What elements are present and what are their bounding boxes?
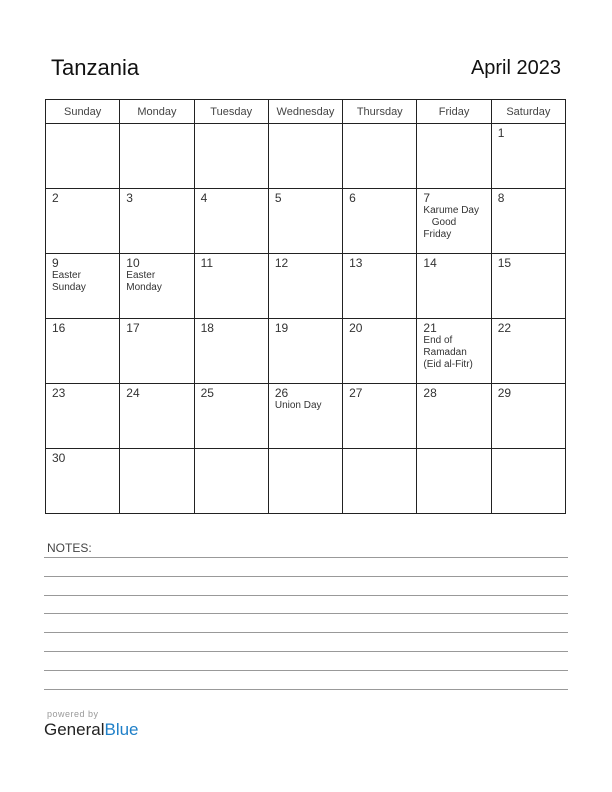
day-cell	[491, 189, 565, 254]
calendar-grid	[45, 99, 566, 514]
week-row	[46, 189, 566, 254]
holiday-label	[120, 270, 193, 294]
day-cell	[417, 384, 491, 449]
day-cell	[417, 189, 491, 254]
notes-line	[44, 689, 568, 690]
holiday-label	[417, 335, 490, 371]
day-number: 14	[423, 256, 437, 270]
day-cell	[417, 319, 491, 384]
day-number	[120, 124, 193, 126]
weekday-header: Thursday	[343, 100, 417, 124]
day-number	[417, 124, 490, 126]
day-cell	[343, 189, 417, 254]
day-cell	[46, 319, 120, 384]
day-cell	[417, 254, 491, 319]
day-cell	[268, 384, 342, 449]
weekday-header-row	[46, 100, 566, 124]
weekday-header: Tuesday	[194, 100, 268, 124]
day-number: 12	[274, 256, 289, 270]
day-number	[343, 449, 416, 451]
holiday-label-line: Easter	[126, 270, 156, 281]
day-number: 28	[423, 386, 437, 400]
day-cell	[120, 254, 194, 319]
day-cell	[120, 319, 194, 384]
notes-label: NOTES:	[47, 541, 92, 555]
day-cell	[46, 384, 120, 449]
day-cell	[491, 124, 565, 189]
day-cell	[194, 449, 268, 514]
day-number: 30	[52, 451, 66, 465]
week-row	[46, 449, 566, 514]
weekday-header: Sunday	[46, 100, 120, 124]
day-number: 23	[52, 386, 66, 400]
day-number	[492, 449, 565, 451]
holiday-label-line: End of	[423, 335, 453, 346]
day-cell	[268, 189, 342, 254]
weekday-header: Wednesday	[268, 100, 342, 124]
week-row	[46, 124, 566, 189]
day-cell	[491, 319, 565, 384]
day-number: 19	[274, 321, 289, 335]
day-number: 5	[274, 191, 282, 205]
day-number: 6	[349, 191, 356, 205]
day-number: 21	[423, 321, 437, 335]
day-cell	[120, 384, 194, 449]
notes-line	[44, 651, 568, 652]
holiday-label-line: Sunday	[52, 282, 86, 293]
holiday-label-line: (Eid al-Fitr)	[423, 359, 473, 370]
day-number: 9	[52, 256, 59, 270]
day-number: 15	[497, 256, 512, 270]
day-number: 8	[497, 191, 505, 205]
day-cell	[194, 384, 268, 449]
day-number: 18	[200, 321, 214, 335]
day-cell	[343, 254, 417, 319]
day-number: 25	[200, 386, 214, 400]
day-number	[269, 449, 342, 451]
day-number: 26	[274, 386, 289, 400]
day-number: 16	[52, 321, 66, 335]
holiday-label	[269, 400, 342, 412]
day-number: 1	[497, 126, 505, 140]
day-cell	[268, 254, 342, 319]
holiday-label-line: Union Day	[274, 400, 322, 411]
day-number	[417, 449, 490, 451]
notes-line	[44, 632, 568, 633]
day-number	[46, 124, 119, 126]
day-cell	[343, 319, 417, 384]
day-cell	[417, 449, 491, 514]
day-cell	[46, 189, 120, 254]
weekday-header: Monday	[120, 100, 194, 124]
day-cell	[491, 384, 565, 449]
day-cell	[417, 124, 491, 189]
day-number	[195, 124, 268, 126]
day-number: 22	[497, 321, 512, 335]
day-number: 7	[423, 191, 431, 205]
day-cell	[268, 319, 342, 384]
day-number: 2	[52, 191, 59, 205]
holiday-label-line: Monday	[126, 282, 162, 293]
day-cell	[343, 124, 417, 189]
week-row	[46, 384, 566, 449]
day-cell	[194, 319, 268, 384]
day-cell	[343, 449, 417, 514]
week-row	[46, 319, 566, 384]
day-cell	[194, 189, 268, 254]
day-cell	[120, 449, 194, 514]
holiday-label-line: Friday	[423, 229, 452, 240]
day-number: 29	[497, 386, 512, 400]
month-year-title: April 2023	[470, 57, 561, 79]
day-cell	[46, 254, 120, 319]
day-cell	[46, 124, 120, 189]
holiday-label-line: Ramadan	[423, 347, 467, 358]
day-number	[269, 124, 342, 126]
day-cell	[491, 449, 565, 514]
notes-line	[44, 576, 568, 577]
day-number	[343, 124, 416, 126]
day-number: 13	[349, 256, 363, 270]
day-number: 3	[126, 191, 133, 205]
holiday-label-line: Karume Day	[423, 205, 479, 216]
notes-line	[44, 557, 568, 558]
day-number	[195, 449, 268, 451]
day-cell	[491, 254, 565, 319]
week-row	[46, 254, 566, 319]
brand-blue: Blue	[104, 720, 139, 739]
day-number	[120, 449, 193, 451]
day-cell	[268, 449, 342, 514]
holiday-label-line: Good	[423, 217, 457, 228]
day-cell	[46, 449, 120, 514]
day-number: 24	[126, 386, 140, 400]
day-cell	[194, 254, 268, 319]
day-number: 4	[200, 191, 208, 205]
notes-line	[44, 670, 568, 671]
day-number: 17	[126, 321, 140, 335]
holiday-label	[46, 270, 119, 294]
day-cell	[120, 189, 194, 254]
notes-line	[44, 595, 568, 596]
day-number: 27	[349, 386, 363, 400]
day-number: 10	[126, 256, 140, 270]
day-cell	[268, 124, 342, 189]
day-number: 11	[200, 256, 214, 270]
weekday-header: Saturday	[491, 100, 565, 124]
holiday-label-line: Easter	[52, 270, 81, 281]
powered-by-text: powered by	[47, 709, 99, 719]
weekday-header: Friday	[417, 100, 491, 124]
notes-line	[44, 613, 568, 614]
country-title: Tanzania	[51, 55, 140, 80]
day-number: 20	[349, 321, 363, 335]
generalblue-logo	[44, 720, 139, 740]
day-cell	[120, 124, 194, 189]
brand-general: General	[44, 720, 105, 739]
holiday-label	[417, 205, 490, 241]
day-cell	[194, 124, 268, 189]
day-cell	[343, 384, 417, 449]
